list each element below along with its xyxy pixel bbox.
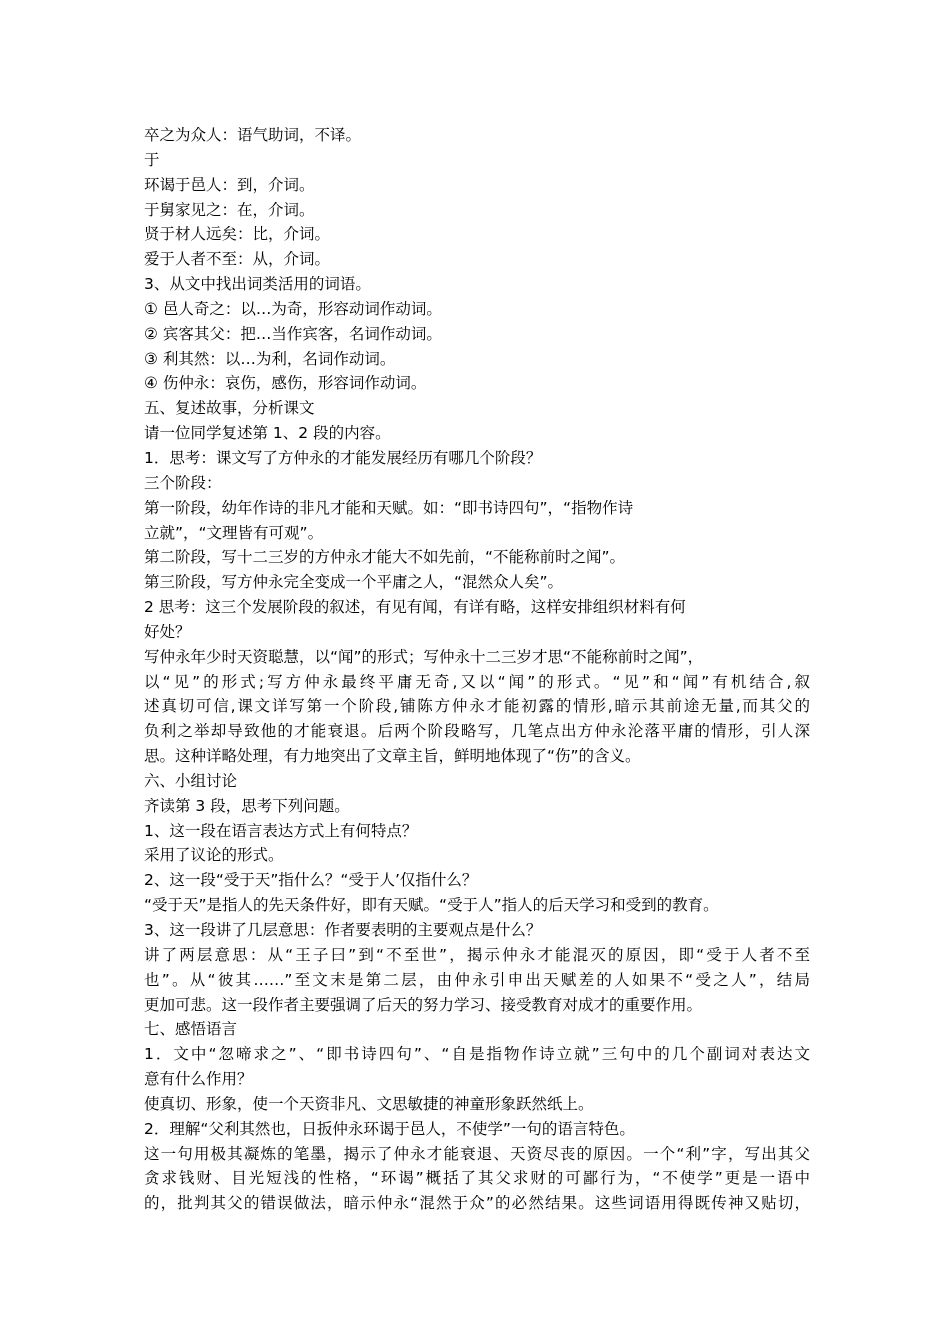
text-line: ① 邑人奇之：以…为奇，形容动词作动词。 — [144, 299, 442, 318]
section-heading: 五、复述故事，分析课文 — [144, 399, 315, 418]
text-line: 贪求钱财、目光短浅的性格，“环谒”概括了其父求财的可鄙行为，“不使学”更是一语中 — [144, 1169, 810, 1188]
text-line: ④ 伤仲永：哀伤，感伤，形容词作动词。 — [144, 374, 427, 393]
text-line: 讲了两层意思：从“王子曰”到“不至世”，揭示仲永才能混灭的原因，即“受于人者不至 — [144, 945, 810, 964]
text-line: ② 宾客其父：把…当作宾客，名词作动词。 — [144, 324, 442, 343]
text-line: 爱于人者不至：从，介词。 — [144, 250, 331, 269]
text-line: 负利之举却导致他的才能衰退。后两个阶段略写，几笔点出方仲永沦落平庸的情形，引人深 — [144, 722, 810, 741]
text-line: “受于天”是指人的先天条件好，即有天赋。“受于人”指人的后天学习和受到的教育。 — [144, 896, 719, 915]
text-line: 于 — [144, 150, 160, 169]
text-line: 1．文中“忽啼求之”、“即书诗四句”、“自是指物作诗立就”三句中的几个副词对表达文 — [144, 1045, 810, 1064]
text-line: 好处？ — [144, 622, 191, 641]
text-line: 环谒于邑人：到，介词。 — [144, 175, 315, 194]
text-line: 第三阶段，写方仲永完全变成一个平庸之人，“混然众人矣”。 — [144, 573, 564, 592]
text-line: 3、这一段讲了几层意思：作者要表明的主要观点是什么？ — [144, 921, 542, 939]
text-line: 卒之为众人：语气助词，不译。 — [144, 126, 362, 144]
text-line: 思。这种详略处理，有力地突出了文章主旨，鲜明地体现了“伤”的含义。 — [144, 747, 641, 766]
text-line: 第一阶段，幼年作诗的非凡才能和天赋。如：“即书诗四句”，“指物作诗 — [144, 498, 634, 517]
text-line: 2、这一段“受于天”指什么？“受于人’仅指什么？ — [144, 871, 478, 890]
document-body — [144, 123, 810, 1216]
text-line: 2 思考：这三个发展阶段的叙述，有见有闻，有详有略，这样安排组织材料有何 — [144, 598, 686, 617]
text-line: 第二阶段，写十二三岁的方仲永才能大不如先前，“不能称前时之闻”。 — [144, 548, 626, 567]
text-line: 齐读第 3 段，思考下列问题。 — [144, 796, 350, 815]
text-line: 写仲永年少时天资聪慧，以“闻”的形式；写仲永十二三岁才思“不能称前时之闻”， — [144, 647, 704, 666]
text-line: 1．思考：课文写了方仲永的才能发展经历有哪几个阶段？ — [144, 448, 542, 467]
text-line: 述真切可信,课文详写第一个阶段,铺陈方仲永才能初露的情形,暗示其前途无量,而其父的 — [144, 697, 810, 716]
text-line: 3、从文中找出词类活用的词语。 — [144, 275, 371, 294]
section-heading: 六、小组讨论 — [144, 771, 238, 790]
text-line: 于舅家见之：在，介词。 — [144, 200, 315, 219]
text-line: 意有什么作用？ — [144, 1070, 253, 1089]
text-line: 更加可悲。这一段作者主要强调了后天的努力学习、接受教育对成才的重要作用。 — [144, 995, 703, 1014]
text-line: 请一位同学复述第 1、2 段的内容。 — [144, 424, 391, 443]
section-heading: 七、感悟语言 — [144, 1020, 238, 1039]
text-line: 也”。从“彼其……”至文末是第二层，由仲永引申出天赋差的人如果不“受之人”，结局 — [144, 970, 810, 989]
text-line: 以“见”的形式;写方仲永最终平庸无奇,又以“闻”的形式。“见”和“闻”有机结合,叙 — [144, 672, 810, 691]
text-line: 使真切、形象，使一个天资非凡、文思敏捷的神童形象跃然纸上。 — [144, 1094, 594, 1113]
text-line: 这一句用极其凝炼的笔墨，揭示了仲永才能衰退、天资尽丧的原因。一个“利”字，写出其父 — [144, 1144, 810, 1163]
text-line: 贤于材人远矣：比，介词。 — [144, 225, 331, 244]
text-line: 的，批判其父的错误做法，暗示仲永“混然于众”的必然结果。这些词语用得既传神又贴切， — [144, 1194, 810, 1213]
text-line: 1、这一段在语言表达方式上有何特点？ — [144, 821, 418, 840]
text-line: 三个阶段： — [144, 473, 222, 492]
text-line: 采用了议论的形式。 — [144, 846, 284, 865]
text-line: ③ 利其然：以…为利，名词作动词。 — [144, 349, 396, 368]
text-line: 2．理解“父利其然也，日扳仲永环谒于邑人，不使学”一句的语言特色。 — [144, 1119, 635, 1138]
text-line: 立就”，“文理皆有可观”。 — [144, 523, 324, 542]
